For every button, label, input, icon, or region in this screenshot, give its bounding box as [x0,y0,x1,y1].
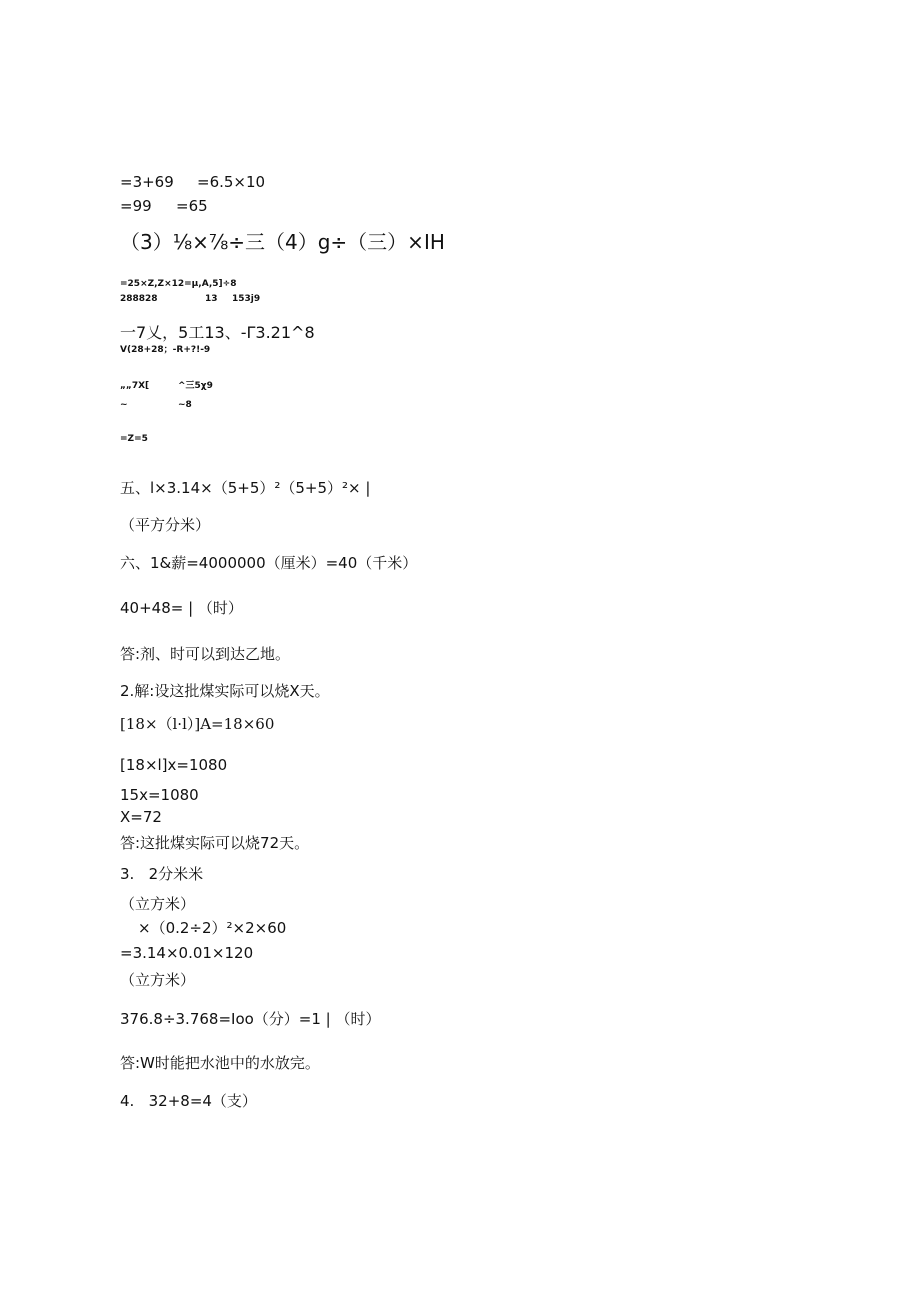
calc-line-7: V(28+28；-R+?!-9 [120,345,211,355]
problem-heading-3-4: （3）⅛×⅞÷三（4）g÷（三）×IH [120,230,445,254]
calc-line-2b: =65 [176,197,208,215]
calc-line-5a: 288828 [120,294,158,304]
volume-calc-line-1: ×（0.2÷2）²×2×60 [138,919,287,937]
equation-line-4: X=72 [120,808,162,826]
calc-line-5c: 153j9 [232,294,261,304]
problem-4-heading: 4. 32+8=4（支） [120,1092,257,1110]
calc-line-10: =Z=5 [120,434,148,444]
equation-line-2: [18×l]x=1080 [120,756,228,774]
volume-calc-line-2: =3.14×0.01×120 [120,944,254,962]
answer-3: 答:W时能把水池中的水放完。 [120,1054,320,1072]
calc-line-8b: ^三5χ9 [178,381,213,391]
problem-3-heading: 3. 2分米米 [120,865,204,883]
unit-square-dm: （平方分米） [120,516,211,534]
unit-cubic-m-2: （立方米） [120,971,196,989]
unit-cubic-m-1: （立方米） [120,895,196,913]
calc-line-6: 一7乂，5工13、-Γ3.21^8 [120,323,315,342]
section-six-line: 六、1&薪=4000000（厘米）=40（千米） [120,554,418,572]
calc-time-line: 40+48= | （时） [120,599,243,617]
equation-line-1: [18×（l·l）]A=18×60 [120,715,275,733]
time-calc-line: 376.8÷3.768=Ioo（分）=1 | （时） [120,1010,381,1028]
calc-line-9a: ~ [120,400,128,410]
answer-1: 答:剂、时可以到达乙地。 [120,645,291,663]
calc-line-1a: =3+69 [120,173,174,191]
calc-line-5b: 13 [205,294,218,304]
calc-line-1b: =6.5×10 [197,173,266,191]
problem-2-heading: 2.解:设这批煤实际可以烧X天。 [120,682,330,700]
calc-line-4: =25×Z,Z×12=μ,A,5]÷8 [120,279,237,289]
equation-line-3: 15x=1080 [120,786,199,804]
answer-2: 答:这批煤实际可以烧72天。 [120,834,310,852]
section-five-line: 五、l×3.14×（5+5）²（5+5）²× | [120,479,371,497]
calc-line-8a: „„7X[ [120,381,150,391]
calc-line-2a: =99 [120,197,152,215]
calc-line-9b: ~8 [178,400,192,410]
